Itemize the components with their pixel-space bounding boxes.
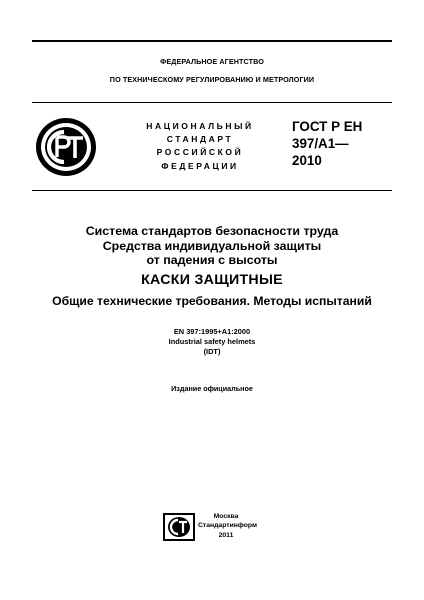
designation-line: 397/А1— [292,136,349,151]
designation-line: ГОСТ Р ЕН [292,119,363,134]
standards-system-title [32,224,392,268]
header-divider [32,102,392,103]
rst-certification-mark-icon [34,116,98,178]
reference-line: Industrial safety helmets [168,336,256,346]
national-standard-line: ФЕДЕРАЦИИ [161,160,239,171]
agency-name-line2: ПО ТЕХНИЧЕСКОМУ РЕГУЛИРОВАНИЮ И МЕТРОЛОГИИ [109,75,315,84]
system-title-line: от падения с высоты [146,253,278,268]
national-standard-line: СТАНДАРТ [166,134,234,145]
document-main-title: КАСКИ ЗАЩИТНЫЕ [141,272,283,288]
standartinform-logo-icon [162,512,196,542]
system-title-line: Система стандартов безопасности труда [85,224,339,238]
standard-designation [292,118,392,169]
reference-line: EN 397:1995+A1:2000 [173,327,251,336]
document-subtitle: Общие технические требования. Методы испытаний [52,294,372,308]
top-rule [32,40,392,42]
publisher-year: 2011 [218,531,234,539]
reference-line: (IDT) [203,346,221,356]
publisher-name: Стандартинформ [198,522,257,530]
agency-name-line1: ФЕДЕРАЛЬНОЕ АГЕНТСТВО [160,57,264,66]
edition-note: Издание официальное [171,384,253,393]
international-reference [32,327,392,356]
system-title-line: Средства индивидуальной защиты [102,238,322,253]
national-standard-line: НАЦИОНАЛЬНЫЙ [146,121,254,131]
designation-line: 2010 [292,153,322,168]
title-divider [32,190,392,191]
national-standard-line: РОССИЙСКОЙ [156,147,244,158]
publisher-info [198,512,257,540]
publisher-city: Москва [213,513,239,520]
national-standard-label [140,120,260,173]
